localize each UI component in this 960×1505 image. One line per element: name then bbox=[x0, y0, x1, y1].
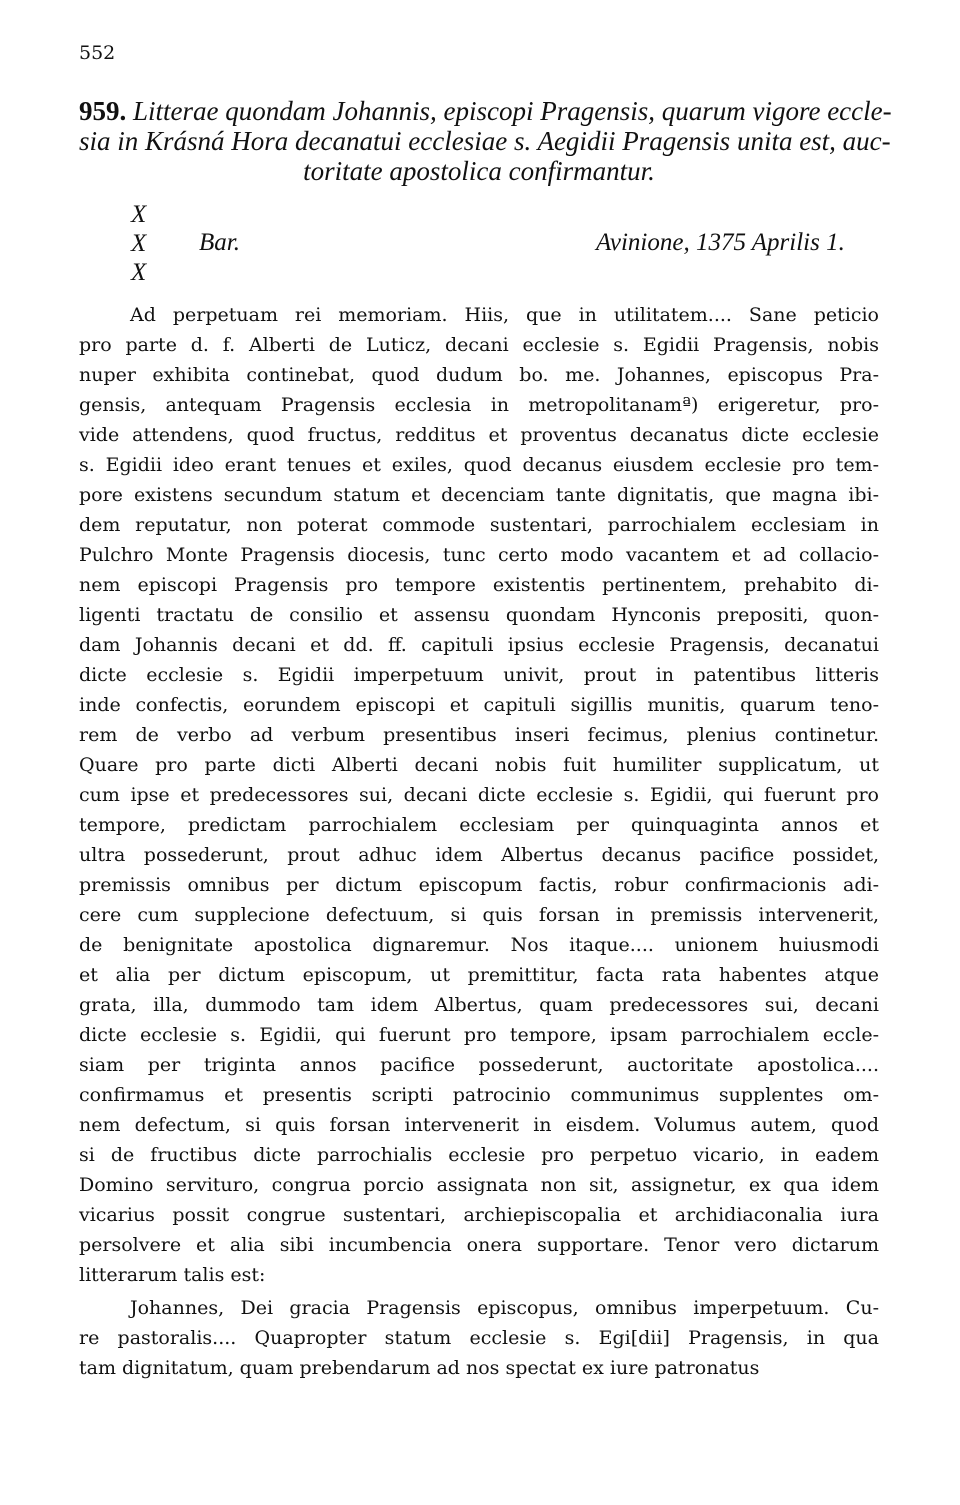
para1-line: Quare pro parte dicti Alberti decani nobis fuit humiliter supplicatum, ut bbox=[79, 754, 879, 776]
para1-line: Ad perpetuam rei memoriam. Hiis, que in utilitatem.... Sane peticio bbox=[130, 304, 879, 326]
paragraph-1 bbox=[79, 300, 879, 1290]
para1-line: nuper exhibita continebat, quod dudum bo. me. Johannes, episcopus Pra- bbox=[79, 364, 879, 386]
para1-line: dam Johannis decani et dd. ff. capituli ipsius ecclesie Pragensis, decanatui bbox=[79, 634, 879, 656]
para1-line: Pulchro Monte Pragensis diocesis, tunc certo modo vacantem et ad collacio- bbox=[79, 544, 879, 566]
heading-line-2: sia in Krásná Hora decanatui ecclesiae s. Aegidii Pragensis unita est, auc- bbox=[79, 126, 891, 156]
para1-line: Domino servituro, congrua porcio assignata non sit, assignetur, ex qua idem bbox=[79, 1174, 879, 1196]
heading-line-1 bbox=[79, 96, 892, 126]
dateline: Avinione, 1375 Aprilis 1. bbox=[596, 229, 845, 256]
para1-line: pro parte d. f. Alberti de Luticz, decani ecclesie s. Egidii Pragensis, nobis bbox=[79, 334, 879, 356]
para1-line: premissis omnibus per dictum episcopum factis, robur confirmacionis adi- bbox=[79, 874, 879, 896]
para1-line: cere cum supplecione defectuum, si quis forsan in premissis intervenerit, bbox=[79, 904, 879, 926]
para1-line: dem reputatur, non poterat commode sustentari, parrochialem ecclesiam in bbox=[79, 514, 879, 536]
para1-line: inde confectis, eorundem episcopi et capituli sigillis munitis, quarum teno- bbox=[79, 694, 879, 716]
para2-line: re pastoralis.... Quapropter statum ecclesie s. Egi[dii] Pragensis, in qua bbox=[79, 1327, 879, 1349]
para1-line: si de fructibus dicte parrochialis ecclesie pro perpetuo vicario, in eadem bbox=[79, 1144, 879, 1166]
para1-line: et alia per dictum episcopum, ut premittitur, facta rata habentes atque bbox=[79, 964, 879, 986]
para1-line: ultra possederunt, prout adhuc idem Albertus decanus pacifice possidet, bbox=[79, 844, 879, 866]
bar-label: Bar. bbox=[199, 229, 240, 256]
para1-line: dicte ecclesie s. Egidii imperpetuum univit, prout in patentibus litteris bbox=[79, 664, 879, 686]
page-number: 552 bbox=[79, 42, 116, 64]
para1-line: vicarius possit congrue sustentari, archiepiscopalia et archidiaconalia iura bbox=[79, 1204, 879, 1226]
para1-line: grata, illa, dummodo tam idem Albertus, quam predecessores sui, decani bbox=[79, 994, 879, 1016]
para1-line: tempore, predictam parrochialem ecclesiam per quinquaginta annos et bbox=[79, 814, 879, 836]
para1-line: pore existens secundum statum et decenciam tante dignitatis, que magna ibi- bbox=[79, 484, 879, 506]
edition-marks bbox=[131, 200, 146, 287]
para1-line: dicte ecclesie s. Egidii, qui fuerunt pro tempore, ipsam parrochialem eccle- bbox=[79, 1024, 879, 1046]
paragraph-2 bbox=[79, 1293, 879, 1383]
para1-line: de benignitate apostolica dignaremur. Nos itaque.... unionem huiusmodi bbox=[79, 934, 879, 956]
mark-1: X bbox=[131, 201, 147, 228]
para1-line: litterarum talis est: bbox=[79, 1264, 266, 1286]
para1-line: persolvere et alia sibi incumbencia onera supportare. Tenor vero dictarum bbox=[79, 1234, 879, 1256]
heading-text-1: Litterae quondam Johannis, episcopi Pragensis, quarum vigore eccle- bbox=[133, 96, 892, 126]
para1-line: rem de verbo ad verbum presentibus inseri fecimus, plenius continetur. bbox=[79, 724, 879, 746]
para1-line: ligenti tractatu de consilio et assensu quondam Hynconis prepositi, quon- bbox=[79, 604, 879, 626]
heading-number: 959. bbox=[79, 96, 127, 126]
mark-2: X bbox=[131, 230, 147, 257]
para1-line: vide attendens, quod fructus, redditus et proventus decanatus dicte ecclesie bbox=[79, 424, 879, 446]
para1-line: nem episcopi Pragensis pro tempore existentis pertinentem, prehabito di- bbox=[79, 574, 879, 596]
heading-line-3: toritate apostolica confirmantur. bbox=[303, 156, 655, 186]
para1-line: cum ipse et predecessores sui, decani dicte ecclesie s. Egidii, qui fuerunt pro bbox=[79, 784, 879, 806]
para2-line: Johannes, Dei gracia Pragensis episcopus, omnibus imperpetuum. Cu- bbox=[130, 1297, 879, 1319]
para1-line: s. Egidii ideo erant tenues et exiles, quod decanus eiusdem ecclesie pro tem- bbox=[79, 454, 879, 476]
mark-3: X bbox=[131, 259, 147, 286]
para1-line: gensis, antequam Pragensis ecclesia in metropolitanamª) erigeretur, pro- bbox=[79, 394, 879, 416]
para1-line: siam per triginta annos pacifice possederunt, auctoritate apostolica.... bbox=[79, 1054, 879, 1076]
para1-line: confirmamus et presentis scripti patrocinio communimus supplentes om- bbox=[79, 1084, 879, 1106]
para1-line: nem defectum, si quis forsan intervenerit in eisdem. Volumus autem, quod bbox=[79, 1114, 879, 1136]
document-heading bbox=[79, 96, 892, 186]
para2-line: tam dignitatum, quam prebendarum ad nos spectat ex iure patronatus bbox=[79, 1357, 760, 1379]
